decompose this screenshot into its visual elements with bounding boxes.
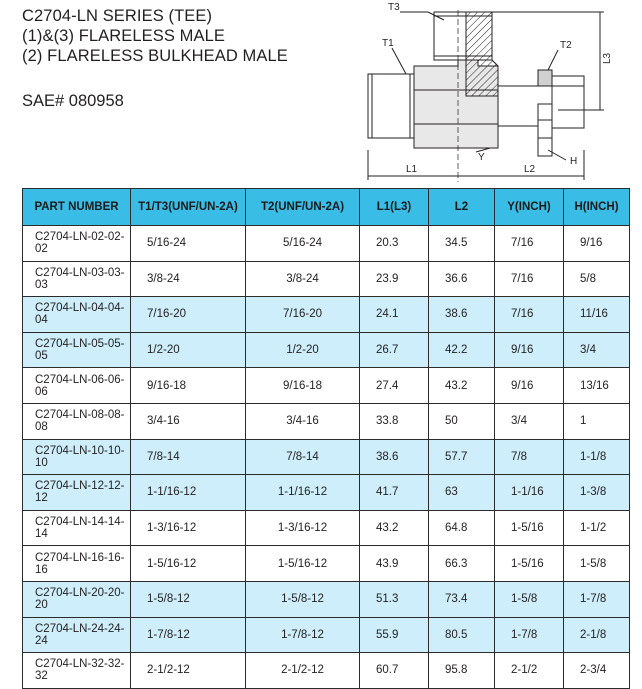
table-cell: 73.4 [429,581,495,617]
table-cell: 1-5/16-12 [246,546,360,582]
table-row [23,261,630,297]
table-cell: 1-7/8 [564,581,630,617]
table-cell: 9/16-18 [131,368,246,404]
table-cell: C2704-LN-02-02-02 [23,226,131,262]
column-header: T1/T3(UNF/UN-2A) [131,189,246,226]
table-row [23,617,630,653]
table-cell: 1-5/16 [495,510,564,546]
title-block [22,6,288,66]
column-header: T2(UNF/UN-2A) [246,189,360,226]
table-cell: 63 [429,475,495,511]
right-thread [552,76,584,128]
table-cell: 3/8-24 [246,261,360,297]
table-row [23,546,630,582]
table-row [23,439,630,475]
table-cell: 1-1/16-12 [131,475,246,511]
table-cell: 33.8 [360,403,429,439]
table-cell: C2704-LN-12-12-12 [23,475,131,511]
nut-top [538,70,552,86]
table-cell: 7/8-14 [131,439,246,475]
table-cell: 1 [564,403,630,439]
table-cell: 7/16 [495,226,564,262]
table-row [23,581,630,617]
column-header: Y(INCH) [495,189,564,226]
table-body [23,226,630,689]
table-cell: 1-3/16-12 [246,510,360,546]
table-cell: 1-5/8 [564,546,630,582]
table-header-row [23,189,630,226]
table-cell: 41.7 [360,475,429,511]
table-cell: 7/16-20 [246,297,360,333]
table-cell: 24.1 [360,297,429,333]
table-cell: 1-3/8 [564,475,630,511]
table-cell: 80.5 [429,617,495,653]
label-l1: L1 [406,164,418,175]
table-cell: 1-5/8 [495,581,564,617]
table-row [23,368,630,404]
table-cell: 1-5/8-12 [131,581,246,617]
subtitle-line-1: (1)&(3) FLARELESS MALE [22,27,226,45]
label-y: Y [478,152,485,163]
table-cell: 95.8 [429,653,495,689]
table-row [23,653,630,689]
table-cell: 7/16-20 [131,297,246,333]
table-cell: 2-1/2 [495,653,564,689]
table-cell: 3/4-16 [131,403,246,439]
table-cell: 3/4 [495,403,564,439]
table-cell: C2704-LN-08-08-08 [23,403,131,439]
sae-number: SAE# 080958 [22,92,124,110]
table-cell: 2-1/2-12 [246,653,360,689]
table-cell: 1-3/16-12 [131,510,246,546]
table-cell: 1-1/8 [564,439,630,475]
table-cell: C2704-LN-05-05-05 [23,332,131,368]
table-cell: 13/16 [564,368,630,404]
table-cell: C2704-LN-10-10-10 [23,439,131,475]
hex-nut [538,104,552,156]
table-cell: 34.5 [429,226,495,262]
table-cell: 5/16-24 [246,226,360,262]
table-cell: 55.9 [360,617,429,653]
table-cell: 1-7/8 [495,617,564,653]
table-cell: 9/16 [495,332,564,368]
table-cell: C2704-LN-04-04-04 [23,297,131,333]
table-cell: 20.3 [360,226,429,262]
table-cell: 1-5/8-12 [246,581,360,617]
table-cell: 43.2 [429,368,495,404]
table-cell: 64.8 [429,510,495,546]
table-cell: C2704-LN-14-14-14 [23,510,131,546]
table-cell: 9/16 [564,226,630,262]
table-cell: 11/16 [564,297,630,333]
table-cell: 7/16 [495,261,564,297]
table-cell: 1-7/8-12 [246,617,360,653]
table-cell: 43.2 [360,510,429,546]
table-cell: C2704-LN-20-20-20 [23,581,131,617]
table-cell: 36.6 [429,261,495,297]
table-cell: 5/8 [564,261,630,297]
left-thread-body [368,74,414,138]
table-cell: C2704-LN-32-32-32 [23,653,131,689]
label-t3: T3 [388,2,400,13]
table-row [23,332,630,368]
table-cell: 1-7/8-12 [131,617,246,653]
table-cell: 9/16 [495,368,564,404]
table-cell: 1-5/16-12 [131,546,246,582]
table-cell: 3/8-24 [131,261,246,297]
table-cell: 2-3/4 [564,653,630,689]
table-cell: 38.6 [360,439,429,475]
table-cell: 1-5/16 [495,546,564,582]
table-cell: 1-1/16-12 [246,475,360,511]
subtitle-line-2: (2) FLARELESS BULKHEAD MALE [22,47,288,65]
table-cell: C2704-LN-03-03-03 [23,261,131,297]
column-header: PART NUMBER [23,189,131,226]
section-hatch [466,12,498,96]
table-row [23,510,630,546]
column-header: L1(L3) [360,189,429,226]
series-title: C2704-LN SERIES (TEE) [22,7,213,25]
table-cell: 7/8-14 [246,439,360,475]
table-cell: 51.3 [360,581,429,617]
table-cell: 50 [429,403,495,439]
table-cell: 23.9 [360,261,429,297]
table-cell: 9/16-18 [246,368,360,404]
table-cell: 1/2-20 [131,332,246,368]
table-row [23,403,630,439]
table-cell: 43.9 [360,546,429,582]
column-header: L2 [429,189,495,226]
tee-fitting-drawing [348,0,642,184]
label-h: H [570,156,578,167]
table-cell: 2-1/8 [564,617,630,653]
dimension-table [22,188,630,689]
label-l2: L2 [524,164,536,175]
table-cell: 60.7 [360,653,429,689]
table-row [23,226,630,262]
label-t1: T1 [382,38,394,49]
table-row [23,475,630,511]
table-cell: 1-1/16 [495,475,564,511]
table-cell: 66.3 [429,546,495,582]
table-cell: C2704-LN-24-24-24 [23,617,131,653]
table-cell: 42.2 [429,332,495,368]
table-cell: 38.6 [429,297,495,333]
table-cell: 7/8 [495,439,564,475]
table-cell: 1/2-20 [246,332,360,368]
table-cell: C2704-LN-16-16-16 [23,546,131,582]
table-row [23,297,630,333]
table-cell: 1-1/2 [564,510,630,546]
label-t2: T2 [560,40,572,51]
table-cell: 27.4 [360,368,429,404]
table-cell: 3/4 [564,332,630,368]
column-header: H(INCH) [564,189,630,226]
table-cell: 7/16 [495,297,564,333]
table-cell: 26.7 [360,332,429,368]
label-l3: L3 [602,52,613,64]
table-cell: 57.7 [429,439,495,475]
table-cell: 3/4-16 [246,403,360,439]
table-cell: C2704-LN-06-06-06 [23,368,131,404]
table-cell: 2-1/2-12 [131,653,246,689]
table-cell: 5/16-24 [131,226,246,262]
